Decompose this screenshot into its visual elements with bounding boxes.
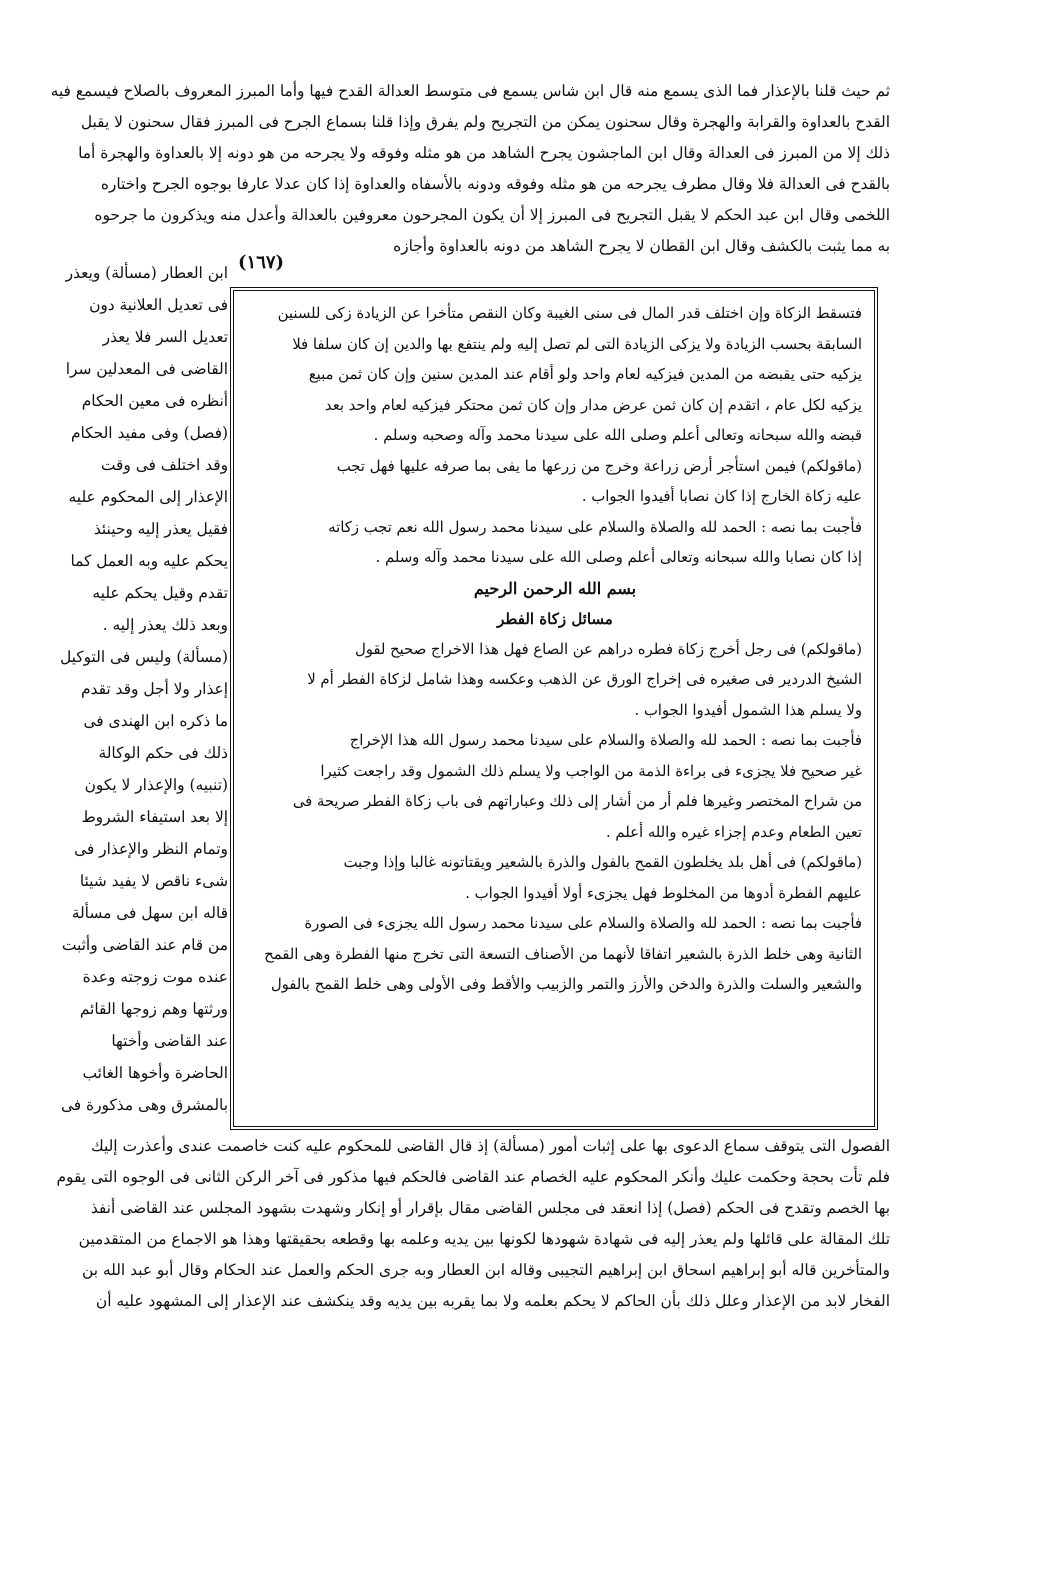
body-line: يزكيه لكل عام ، اتقدم إن كان ثمن عرض مدار وإن كان ثمن محتكر فيزكيه لعام واحد بعد [324, 396, 862, 414]
margin-line: وتمام النظر والإعذار فى [74, 840, 228, 858]
margin-line: قاله ابن سهل فى مسألة [71, 904, 228, 922]
margin-line: ما ذكره ابن الهندى فى [83, 712, 228, 730]
question-line: (ماقولكم) فيمن استأجر أرض زراعة وخرج من زرعها ما يفى بما صرفه عليها فهل تجب [336, 457, 862, 475]
margin-line: بها الخصم وتقدح فى الحكم (فصل) إذا انعقد فى مجلس القاضى مقال بإقرار أو إنكار وشهدت بشهود المجلس عند القاضى أنفذ [90, 1199, 890, 1217]
margin-line: يحكم عليه وبه العمل كما [70, 552, 228, 570]
margin-line: الفصول التى يتوقف سماع الدعوى بها على إثبات أمور (مسألة) إذ قال القاضى للمحكوم عليه كنت خاصمت عندى وأعذرت إليك [90, 1137, 890, 1155]
margin-line: (مسألة) وليس فى التوكيل [59, 648, 228, 666]
margin-line: والمتأخرين قاله أبو إبراهيم اسحاق ابن إبراهيم التجيبى وقاله ابن العطار وبه جرى الحكم والعمل عند الحكام وقال أبو عبد الله بن [82, 1261, 890, 1279]
margin-line: ورثتها وهم زوجها القائم [79, 1000, 228, 1018]
question-line: (ماقولكم) فى رجل أخرج زكاة فطره دراهم عن الصاع فهل هذا الاخراج صحيح لقول [354, 640, 862, 658]
body-line: إذا كان نصابا والله سبحانه وتعالى أعلم وصلى الله على سيدنا محمد وآله وسلم . [375, 549, 862, 566]
margin-line: (تنبيه) والإعذار لا يكون [84, 776, 228, 794]
body-line: قبضه والله سبحانه وتعالى أعلم وصلى الله على سيدنا محمد وآله وصحبه وسلم . [373, 427, 862, 444]
margin-line: أنظره فى معين الحكام [81, 392, 228, 410]
margin-line: بالقدح فى العدالة فلا وقال مطرف يجرحه من هو مثله وفوقه ودونه بالأسفاه والعداوة إذا كان عدلا عارفا بوجوه الجرح واختاره [100, 175, 890, 193]
margin-line: تقدم وقيل يحكم عليه [92, 584, 228, 602]
margin-line: تلك المقالة على قائلها ولم يعذر إليه فى شهادة شهودها لكونها بين يديه وعلمه بها وقطعه بحقيقتها وهذا هو الاجماع من المتقدمين [78, 1230, 890, 1248]
margin-line: وبعد ذلك يعذر إليه . [102, 616, 228, 634]
margin-line: القدح بالعداوة والقرابة والهجرة وقال سحنون يمكن من التجريح ولم يفرق وإذا قلنا بسماع الجرح فى المبرز فقال سحنون لا يقبل [80, 113, 890, 131]
top-margin-commentary [28, 76, 890, 262]
margin-line: فقيل يعذر إليه وحينئذ [93, 520, 228, 538]
margin-line: اللخمى وقال ابن عبد الحكم لا يقبل التجريح فى المبرز إلا أن يكون المجرحون معروفين بالعدالة وأعدل منه ويذكرون ما جرحوه [94, 206, 890, 224]
body-line: والشعير والسلت والذرة والدخن والأرز والتمر والزبيب والأقط وفى الأولى وهى خلط القمح بالفول [270, 976, 862, 993]
body-line: فتسقط الزكاة وإن اختلف قدر المال فى سنى الغيبة وكان النقص متأخرا عن الزيادة زكى للسنين [277, 305, 862, 322]
margin-line: القاضى فى المعدلين سرا [65, 360, 228, 378]
margin-line: إعذار ولا أجل وقد تقدم [80, 680, 228, 698]
section-heading: مسائل زكاة الفطر [497, 610, 613, 628]
answer-line: فأجبت بما نصه : الحمد لله والصلاة والسلام على سيدنا محمد رسول الله نعم تجب زكاته [328, 518, 862, 536]
body-line: الشيخ الدردير فى صغيره فى إخراج الورق عن الذهب وعكسه وهذا شامل لزكاة الفطر أم لا [307, 671, 862, 688]
margin-line: (فصل) وفى مفيد الحكام [70, 424, 228, 442]
bottom-margin-commentary [28, 1131, 890, 1317]
margin-line: ابن العطار (مسألة) ويعذر [65, 264, 228, 282]
body-line: غير صحيح فلا يجزىء فى براءة الذمة من الواجب ولا يسلم ذلك الشمول وقد راجعت كثيرا [320, 762, 862, 780]
margin-line: ذلك إلا من المبرز فى العدالة وقال ابن الماجشون يجرح الشاهد من هو مثله وفوقه ولا يجرحه من هو دونه إلا بالعداوة والهجرة أما [78, 144, 890, 162]
body-line: عليهم الفطرة أدوها من المخلوط فهل يجزىء أولا أفيدوا الجواب . [465, 884, 862, 902]
answer-line: فأجبت بما نصه : الحمد لله والصلاة والسلام على سيدنا محمد رسول الله يجزىء فى الصورة [304, 915, 862, 932]
margin-line: عند القاضى وأختها [111, 1032, 228, 1050]
page-number: (١٦٧) [238, 252, 285, 273]
side-margin-commentary [28, 257, 228, 1121]
question-line: (ماقولكم) فى أهل بلد يخلطون القمح بالفول والذرة بالشعير ويقتاتونه غالبا وإذا وجبت [343, 854, 862, 871]
body-line: ولا يسلم هذا الشمول أفيدوا الجواب . [634, 701, 862, 719]
margin-line: بالمشرق وهى مذكورة فى [60, 1096, 228, 1114]
margin-line: من قام عند القاضى وأثبت [61, 936, 228, 954]
margin-line: به مما يثبت بالكشف وقال ابن القطان لا يجرح الشاهد من دونه بالعداوة وأجازه [393, 237, 890, 255]
margin-line: شىء ناقص لا يفيد شيئا [79, 872, 228, 890]
margin-line: ثم حيث قلنا بالإعذار فما الذى يسمع منه قال ابن شاس يسمع فى متوسط العدالة القدح فيها وأما المبرز المعروف بالصلاح فيسمع فيه [50, 82, 890, 100]
margin-line: إلا بعد استيفاء الشروط [81, 808, 228, 826]
margin-line: الإعذار إلى المحكوم عليه [68, 488, 228, 506]
margin-line: وقد اختلف فى وقت [100, 456, 228, 474]
body-line: من شراح المختصر وغيرها فلم أر من أشار إلى ذلك وعباراتهم فى باب زكاة الفطر صريحة فى [292, 793, 862, 810]
basmala-heading: بسم الله الرحمن الرحيم [473, 578, 637, 598]
margin-line: فلم تأت بحجة وحكمت عليك وأنكر المحكوم عليه الخصام عند القاضى فالحكم فيها مذكور فى آخر الركن الثانى فى الوجوه التى يقوم [56, 1168, 890, 1186]
body-line: عليه زكاة الخارج إذا كان نصابا أفيدوا الجواب . [581, 488, 862, 505]
margin-line: ذلك فى حكم الوكالة [98, 744, 228, 762]
body-line: الثانية وهى خلط الذرة بالشعير اتفاقا لأنهما من الأصناف التسعة التى تخرج منها الفطرة وهى القمح [264, 945, 862, 963]
body-line: يزكيه حتى يقبضه من المدين فيزكيه لعام واحد ولو أقام عند المدين سنين وإن كان ثمن مبيع [308, 366, 862, 383]
body-line: السابقة بحسب الزيادة ولا يزكى الزيادة التى لم تصل إليه ولم ينتفع بها والدين إن كان سلفا فلا [292, 335, 862, 353]
margin-line: الحاضرة وأخوها الغائب [82, 1064, 228, 1082]
margin-line: الفخار لابد من الإعذار وعلل ذلك بأن الحاكم لا يحكم بعلمه ولا بما يقربه بين يديه وقد ينكشف عند الإعذار إلى المشهود عليه أن [95, 1292, 890, 1310]
body-line: تعين الطعام وعدم إجزاء غيره والله أعلم . [606, 823, 862, 841]
answer-line: فأجبت بما نصه : الحمد لله والصلاة والسلام على سيدنا محمد رسول الله هذا الإخراج [349, 732, 862, 749]
margin-line: فى تعديل العلانية دون [89, 296, 228, 314]
margin-line: تعديل السر فلا يعذر [102, 328, 228, 346]
main-text-frame [230, 287, 878, 1130]
margin-line: عنده موت زوجته وعدة [82, 968, 228, 986]
